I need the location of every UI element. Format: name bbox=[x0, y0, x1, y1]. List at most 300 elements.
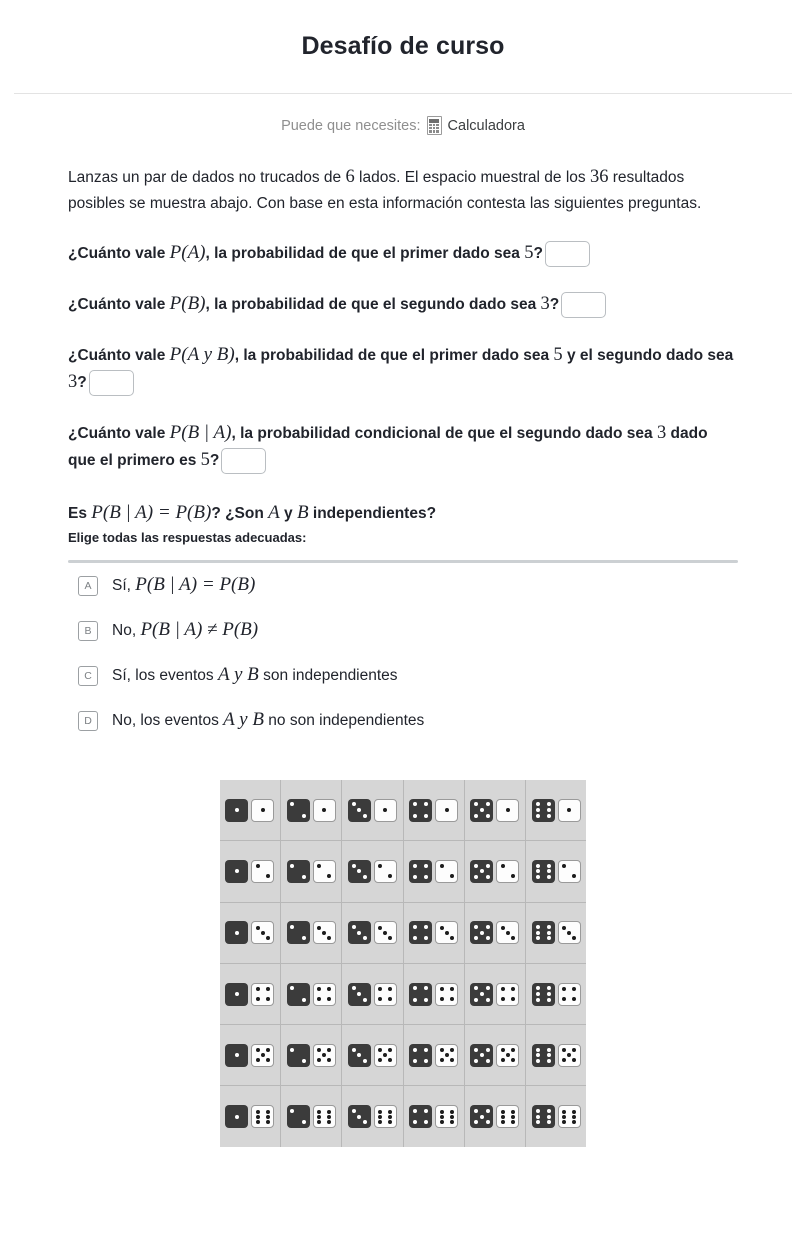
die-pip bbox=[327, 1120, 331, 1124]
second-die-5 bbox=[374, 1044, 397, 1067]
second-die-2 bbox=[251, 860, 274, 883]
choice-text-a bbox=[112, 574, 255, 597]
choice-c-math: A y B bbox=[217, 664, 259, 685]
die-pip bbox=[486, 864, 490, 868]
die-pip bbox=[440, 1115, 444, 1119]
die-pip bbox=[357, 1115, 361, 1119]
q1-middle: , la probabilidad de que el primer dado sea bbox=[205, 245, 525, 262]
die-pip bbox=[424, 864, 428, 868]
die-pip bbox=[322, 808, 326, 812]
die-pip bbox=[378, 987, 382, 991]
question-p-b-text bbox=[68, 290, 738, 318]
die-pip bbox=[261, 931, 265, 935]
first-die-4 bbox=[409, 1105, 432, 1128]
sample-space-cell-3-3 bbox=[342, 903, 402, 963]
first-die-2 bbox=[287, 860, 310, 883]
sample-space-cell-5-1 bbox=[465, 780, 525, 840]
die-pip bbox=[572, 1110, 576, 1114]
die-pip bbox=[424, 1059, 428, 1063]
answer-input-p-b-given-a[interactable] bbox=[221, 448, 266, 474]
die-pip bbox=[486, 1109, 490, 1113]
die-pip bbox=[357, 1053, 361, 1057]
die-pip bbox=[327, 987, 331, 991]
die-pip bbox=[506, 808, 510, 812]
die-pip bbox=[562, 1110, 566, 1114]
sample-space-cell-2-2 bbox=[281, 841, 341, 901]
die-pip bbox=[474, 1120, 478, 1124]
first-die-3 bbox=[348, 983, 371, 1006]
die-pip bbox=[562, 1120, 566, 1124]
sample-space-cell-4-4 bbox=[404, 964, 464, 1024]
die-pip bbox=[388, 997, 392, 1001]
sample-space-cell-5-5 bbox=[465, 1025, 525, 1085]
sample-space-figure bbox=[0, 780, 806, 1147]
first-die-1 bbox=[225, 1044, 248, 1067]
die-pip bbox=[256, 1048, 260, 1052]
second-die-3 bbox=[374, 921, 397, 944]
ind-prefix: Es bbox=[68, 505, 92, 522]
choice-text-c bbox=[112, 664, 398, 687]
die-pip bbox=[290, 986, 294, 990]
answer-input-p-a-and-b[interactable] bbox=[89, 370, 134, 396]
die-pip bbox=[235, 869, 239, 873]
second-die-3 bbox=[435, 921, 458, 944]
first-die-3 bbox=[348, 799, 371, 822]
die-pip bbox=[480, 931, 484, 935]
question-p-a-and-b-text bbox=[68, 341, 738, 396]
q1-prefix: ¿Cuánto vale bbox=[68, 245, 170, 262]
second-die-1 bbox=[374, 799, 397, 822]
second-die-4 bbox=[558, 983, 581, 1006]
die-pip bbox=[424, 998, 428, 1002]
second-die-6 bbox=[558, 1105, 581, 1128]
second-die-3 bbox=[496, 921, 519, 944]
die-pip bbox=[572, 874, 576, 878]
die-pip bbox=[413, 814, 417, 818]
die-pip bbox=[440, 1058, 444, 1062]
die-pip bbox=[501, 1115, 505, 1119]
question-p-a bbox=[68, 239, 738, 267]
die-pip bbox=[547, 1053, 551, 1057]
die-pip bbox=[562, 987, 566, 991]
die-pip bbox=[413, 802, 417, 806]
die-pip bbox=[256, 997, 260, 1001]
second-die-1 bbox=[313, 799, 336, 822]
die-pip bbox=[506, 1053, 510, 1057]
die-pip bbox=[388, 1120, 392, 1124]
die-pip bbox=[486, 814, 490, 818]
die-pip bbox=[363, 814, 367, 818]
intro-text-2: lados. El espacio muestral de los bbox=[354, 169, 590, 186]
first-die-4 bbox=[409, 860, 432, 883]
die-pip bbox=[547, 998, 551, 1002]
die-pip bbox=[235, 808, 239, 812]
die-pip bbox=[474, 925, 478, 929]
q3-math: P(A y B) bbox=[169, 344, 235, 365]
die-pip bbox=[501, 1120, 505, 1124]
choice-b-math: P(B | A) ≠ P(B) bbox=[140, 619, 259, 640]
die-pip bbox=[235, 1115, 239, 1119]
die-pip bbox=[572, 1120, 576, 1124]
die-pip bbox=[445, 808, 449, 812]
die-pip bbox=[511, 1110, 515, 1114]
die-pip bbox=[413, 986, 417, 990]
die-pip bbox=[322, 1053, 326, 1057]
choice-option-c[interactable] bbox=[68, 653, 738, 698]
independence-question-text bbox=[68, 499, 738, 527]
choice-instruction: Elige todas las respuestas adecuadas: bbox=[68, 530, 307, 545]
choice-c-lead: Sí, los eventos bbox=[112, 667, 218, 684]
die-pip bbox=[536, 875, 540, 879]
sample-space-cell-3-4 bbox=[342, 964, 402, 1024]
die-pip bbox=[352, 802, 356, 806]
sample-space-cell-1-6 bbox=[220, 1086, 280, 1146]
answer-input-p-a[interactable] bbox=[545, 241, 590, 267]
choice-d-lead: No, los eventos bbox=[112, 712, 224, 729]
die-pip bbox=[317, 926, 321, 930]
die-pip bbox=[547, 869, 551, 873]
die-pip bbox=[474, 802, 478, 806]
q4-middle-2: dado que el primero es bbox=[68, 425, 708, 469]
sample-space-cell-3-2 bbox=[342, 841, 402, 901]
die-pip bbox=[474, 864, 478, 868]
die-pip bbox=[290, 925, 294, 929]
first-die-5 bbox=[470, 799, 493, 822]
first-die-4 bbox=[409, 799, 432, 822]
die-pip bbox=[302, 875, 306, 879]
die-pip bbox=[424, 814, 428, 818]
die-pip bbox=[413, 1120, 417, 1124]
q3-middle-2: y el segundo dado sea bbox=[562, 347, 734, 364]
second-die-1 bbox=[251, 799, 274, 822]
die-pip bbox=[474, 936, 478, 940]
die-pip bbox=[562, 997, 566, 1001]
calculator-hint-row bbox=[0, 116, 806, 135]
q2-prefix: ¿Cuánto vale bbox=[68, 296, 170, 313]
first-die-6 bbox=[532, 860, 555, 883]
second-die-3 bbox=[558, 921, 581, 944]
die-pip bbox=[547, 1048, 551, 1052]
die-pip bbox=[357, 992, 361, 996]
die-pip bbox=[536, 1048, 540, 1052]
choice-letter-d: D bbox=[78, 711, 98, 731]
die-pip bbox=[317, 1110, 321, 1114]
die-pip bbox=[256, 1058, 260, 1062]
die-pip bbox=[572, 997, 576, 1001]
die-pip bbox=[562, 1115, 566, 1119]
die-pip bbox=[378, 864, 382, 868]
die-pip bbox=[511, 874, 515, 878]
die-pip bbox=[450, 1115, 454, 1119]
die-pip bbox=[357, 808, 361, 812]
first-die-6 bbox=[532, 921, 555, 944]
die-pip bbox=[266, 987, 270, 991]
choice-text-d bbox=[112, 709, 424, 732]
die-pip bbox=[327, 997, 331, 1001]
die-pip bbox=[424, 925, 428, 929]
intro-sides-value: 6 bbox=[345, 167, 355, 187]
second-die-2 bbox=[313, 860, 336, 883]
die-pip bbox=[266, 997, 270, 1001]
die-pip bbox=[302, 936, 306, 940]
die-pip bbox=[536, 864, 540, 868]
die-pip bbox=[536, 1059, 540, 1063]
die-pip bbox=[450, 1110, 454, 1114]
die-pip bbox=[388, 874, 392, 878]
sample-space-cell-5-2 bbox=[465, 841, 525, 901]
die-pip bbox=[547, 925, 551, 929]
die-pip bbox=[424, 936, 428, 940]
sample-space-cell-2-5 bbox=[281, 1025, 341, 1085]
die-pip bbox=[486, 1048, 490, 1052]
second-die-5 bbox=[435, 1044, 458, 1067]
die-pip bbox=[383, 931, 387, 935]
choice-letter-b: B bbox=[78, 621, 98, 641]
die-pip bbox=[302, 1120, 306, 1124]
die-pip bbox=[378, 1048, 382, 1052]
die-pip bbox=[450, 1048, 454, 1052]
calculator-link[interactable]: Calculadora bbox=[447, 117, 525, 134]
die-pip bbox=[547, 1120, 551, 1124]
problem-content bbox=[0, 165, 806, 743]
sample-space-cell-3-1 bbox=[342, 780, 402, 840]
die-pip bbox=[511, 936, 515, 940]
choice-letter-a: A bbox=[78, 576, 98, 596]
die-pip bbox=[562, 1058, 566, 1062]
sample-space-cell-1-5 bbox=[220, 1025, 280, 1085]
ind-middle: ? ¿Son bbox=[211, 505, 269, 522]
die-pip bbox=[536, 992, 540, 996]
choice-option-d[interactable] bbox=[68, 698, 738, 743]
die-pip bbox=[413, 875, 417, 879]
sample-space-cell-6-3 bbox=[526, 903, 586, 963]
q2-math: P(B) bbox=[169, 293, 206, 314]
sample-space-cell-2-1 bbox=[281, 780, 341, 840]
first-die-6 bbox=[532, 983, 555, 1006]
die-pip bbox=[235, 931, 239, 935]
die-pip bbox=[378, 997, 382, 1001]
second-die-3 bbox=[313, 921, 336, 944]
die-pip bbox=[501, 1058, 505, 1062]
die-pip bbox=[363, 875, 367, 879]
die-pip bbox=[450, 874, 454, 878]
die-pip bbox=[506, 931, 510, 935]
die-pip bbox=[572, 1115, 576, 1119]
die-pip bbox=[388, 987, 392, 991]
q3-suffix: ? bbox=[77, 374, 87, 391]
first-die-1 bbox=[225, 983, 248, 1006]
die-pip bbox=[450, 1120, 454, 1124]
die-pip bbox=[536, 936, 540, 940]
die-pip bbox=[302, 1059, 306, 1063]
die-pip bbox=[567, 1053, 571, 1057]
die-pip bbox=[562, 926, 566, 930]
q1-math: P(A) bbox=[169, 242, 206, 263]
q4-math: P(B | A) bbox=[169, 422, 232, 443]
die-pip bbox=[480, 869, 484, 873]
die-pip bbox=[501, 1048, 505, 1052]
q1-suffix: ? bbox=[533, 245, 543, 262]
first-die-5 bbox=[470, 1044, 493, 1067]
question-p-a-text bbox=[68, 239, 738, 267]
sample-space-cell-4-3 bbox=[404, 903, 464, 963]
die-pip bbox=[440, 1110, 444, 1114]
die-pip bbox=[302, 998, 306, 1002]
die-pip bbox=[413, 925, 417, 929]
die-pip bbox=[474, 875, 478, 879]
choice-letter-c: C bbox=[78, 666, 98, 686]
choice-option-a[interactable] bbox=[68, 563, 738, 608]
sample-space-cell-4-5 bbox=[404, 1025, 464, 1085]
die-pip bbox=[536, 808, 540, 812]
die-pip bbox=[511, 1120, 515, 1124]
die-pip bbox=[352, 986, 356, 990]
question-p-b-given-a bbox=[68, 419, 738, 474]
sample-space-cell-6-1 bbox=[526, 780, 586, 840]
q4-suffix: ? bbox=[209, 452, 220, 469]
die-pip bbox=[378, 1110, 382, 1114]
second-die-4 bbox=[313, 983, 336, 1006]
ind-var-b: B bbox=[296, 502, 309, 523]
die-pip bbox=[235, 992, 239, 996]
first-die-4 bbox=[409, 921, 432, 944]
die-pip bbox=[363, 998, 367, 1002]
second-die-5 bbox=[558, 1044, 581, 1067]
sample-space-cell-2-3 bbox=[281, 903, 341, 963]
question-p-b-given-a-text bbox=[68, 419, 738, 474]
die-pip bbox=[327, 874, 331, 878]
die-pip bbox=[567, 808, 571, 812]
choice-text-b bbox=[112, 619, 258, 642]
second-die-6 bbox=[374, 1105, 397, 1128]
die-pip bbox=[536, 931, 540, 935]
first-die-2 bbox=[287, 983, 310, 1006]
independence-prompt bbox=[68, 499, 738, 547]
answer-input-p-b[interactable] bbox=[561, 292, 606, 318]
die-pip bbox=[547, 1109, 551, 1113]
die-pip bbox=[474, 998, 478, 1002]
die-pip bbox=[266, 1115, 270, 1119]
q4-value: 3 bbox=[656, 423, 667, 443]
die-pip bbox=[440, 1048, 444, 1052]
die-pip bbox=[572, 1058, 576, 1062]
second-die-1 bbox=[496, 799, 519, 822]
die-pip bbox=[256, 864, 260, 868]
die-pip bbox=[388, 1115, 392, 1119]
q2-suffix: ? bbox=[549, 296, 560, 313]
die-pip bbox=[480, 1053, 484, 1057]
die-pip bbox=[413, 1059, 417, 1063]
die-pip bbox=[266, 1120, 270, 1124]
die-pip bbox=[352, 1048, 356, 1052]
sample-space-cell-1-2 bbox=[220, 841, 280, 901]
die-pip bbox=[511, 1115, 515, 1119]
die-pip bbox=[501, 987, 505, 991]
die-pip bbox=[547, 1115, 551, 1119]
second-die-4 bbox=[435, 983, 458, 1006]
die-pip bbox=[424, 1048, 428, 1052]
sample-space-cell-6-5 bbox=[526, 1025, 586, 1085]
die-pip bbox=[317, 1115, 321, 1119]
q3-value: 5 bbox=[553, 345, 563, 365]
calculator-hint-label: Puede que necesites: bbox=[281, 117, 421, 134]
sample-space-cell-6-2 bbox=[526, 841, 586, 901]
sample-space-cell-3-6 bbox=[342, 1086, 402, 1146]
first-die-6 bbox=[532, 1105, 555, 1128]
first-die-1 bbox=[225, 1105, 248, 1128]
die-pip bbox=[547, 864, 551, 868]
die-pip bbox=[352, 1109, 356, 1113]
die-pip bbox=[536, 869, 540, 873]
die-pip bbox=[474, 1059, 478, 1063]
first-die-5 bbox=[470, 860, 493, 883]
die-pip bbox=[547, 814, 551, 818]
die-pip bbox=[388, 936, 392, 940]
die-pip bbox=[327, 1115, 331, 1119]
choice-d-math: A y B bbox=[223, 709, 264, 730]
choice-option-b[interactable] bbox=[68, 608, 738, 653]
die-pip bbox=[424, 875, 428, 879]
intro-text-1: Lanzas un par de dados no trucados de bbox=[68, 169, 346, 186]
first-die-5 bbox=[470, 921, 493, 944]
die-pip bbox=[547, 936, 551, 940]
sample-space-cell-1-4 bbox=[220, 964, 280, 1024]
q2-value: 3 bbox=[540, 294, 550, 314]
die-pip bbox=[317, 1058, 321, 1062]
die-pip bbox=[501, 997, 505, 1001]
q4-value-2: 5 bbox=[200, 450, 210, 470]
second-die-2 bbox=[558, 860, 581, 883]
die-pip bbox=[450, 936, 454, 940]
second-die-1 bbox=[435, 799, 458, 822]
die-pip bbox=[440, 864, 444, 868]
ind-var-a: A bbox=[268, 502, 280, 523]
die-pip bbox=[562, 864, 566, 868]
q4-prefix: ¿Cuánto vale bbox=[68, 425, 170, 442]
sample-space-cell-2-4 bbox=[281, 964, 341, 1024]
die-pip bbox=[511, 987, 515, 991]
header-divider bbox=[14, 93, 792, 94]
page-title: Desafío de curso bbox=[301, 32, 505, 60]
die-pip bbox=[413, 864, 417, 868]
die-pip bbox=[440, 997, 444, 1001]
die-pip bbox=[256, 1110, 260, 1114]
first-die-4 bbox=[409, 1044, 432, 1067]
intro-outcomes-value: 36 bbox=[589, 167, 609, 187]
choice-a-math: P(B | A) = P(B) bbox=[135, 574, 256, 595]
sample-space-cell-2-6 bbox=[281, 1086, 341, 1146]
die-pip bbox=[290, 1109, 294, 1113]
first-die-5 bbox=[470, 1105, 493, 1128]
first-die-3 bbox=[348, 1044, 371, 1067]
second-die-4 bbox=[496, 983, 519, 1006]
first-die-4 bbox=[409, 983, 432, 1006]
die-pip bbox=[536, 1053, 540, 1057]
die-pip bbox=[317, 1120, 321, 1124]
die-pip bbox=[547, 931, 551, 935]
die-pip bbox=[363, 936, 367, 940]
die-pip bbox=[388, 1110, 392, 1114]
second-die-2 bbox=[435, 860, 458, 883]
die-pip bbox=[511, 997, 515, 1001]
die-pip bbox=[256, 1115, 260, 1119]
die-pip bbox=[357, 931, 361, 935]
die-pip bbox=[290, 802, 294, 806]
die-pip bbox=[572, 936, 576, 940]
sample-space-cell-6-6 bbox=[526, 1086, 586, 1146]
die-pip bbox=[322, 931, 326, 935]
q2-middle: , la probabilidad de que el segundo dado sea bbox=[205, 296, 541, 313]
